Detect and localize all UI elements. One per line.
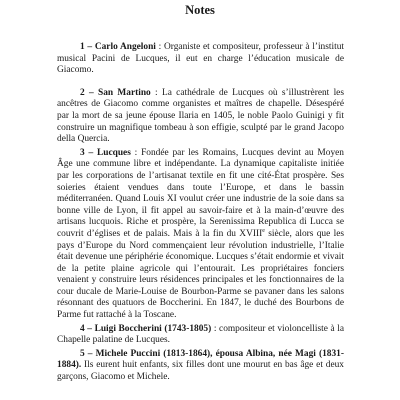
note-2 [57, 88, 344, 146]
note-1 [57, 42, 344, 77]
note-3 [57, 148, 344, 322]
note-3-text-continued: siècle, alors que les pays d’Europe du Nord commençaient leur révolution industrielle, l’Italie était devenue une périphérie économique. Lucques s’était endormie et vivait de la petite plaine agricole qui l’entourait. Les propriétaires fonciers venaient y construire leurs résidences principales et les fonctionnaires de la cour ducale de Marie-Louise de Bourbon-Parme se pavaner dans les salons résonnant des quatuors de Boccherini. En 1847, le duché des Bourbons de Parme fut rattaché à la Toscane. [57, 228, 345, 321]
note-4 [57, 324, 344, 347]
note-5-text: Ils eurent huit enfants, six filles dont une mourut en bas âge et deux garçons, Giacomo et Michele. [57, 360, 344, 383]
note-4-heading: 4 – Luigi Boccherini (1743-1805) [80, 323, 212, 334]
note-3-century-superscript: e [262, 227, 265, 234]
notes-list [57, 42, 344, 384]
note-2-text: : La cathédrale de Lucques où s’illustrèrent les ancêtres de Giacomo comme organistes et maîtres de chapelle. Désespéré par la mort de sa jeune épouse Ilaria en 1405, le noble Paolo Guinigi y fit construire un magnifique tombeau à son effigie, sculpté par le grand Jacopo della Quercia. [57, 87, 344, 145]
note-4-text: : compositeur et violoncelliste à la Chapelle palatine de Lucques. [57, 323, 344, 346]
note-3-text: : Fondée par les Romains, Lucques devint au Moyen Âge une commune libre et indépendante. La dynamique capitaliste initiée par les corporations de l’artisanat textile en fit une cité-État prospère. Ses soieries étaient vendues dans toute l’Europe, et dans le bassin méditerranéen. Quand Louis XI voulut créer une industrie de la soie dans sa bonne ville de Lyon, il fit appel au savoir-faire et à la main-d’œuvre des artisans lucquois. Riche et prospère, la Serenissima Republica di Lucca se couvrit d’églises et de palais. Mais à la fin du XVIII [57, 147, 344, 239]
note-2-heading: 2 – San Martino [80, 87, 151, 98]
note-1-heading: 1 – Carlo Angeloni [80, 42, 156, 52]
note-1-text: : Organiste et compositeur, professeur à l’institut musical Pacini de Lucques, il eut en charge l’éducation musicale de Giacomo. [57, 42, 344, 76]
note-5 [57, 349, 344, 384]
note-3-heading: 3 – Lucques [80, 147, 131, 158]
note-5-heading: 5 – Michele Puccini (1813-1864), épousa Albina, née Magi (1831-1884). [57, 348, 344, 371]
page-title: Notes [185, 3, 215, 17]
